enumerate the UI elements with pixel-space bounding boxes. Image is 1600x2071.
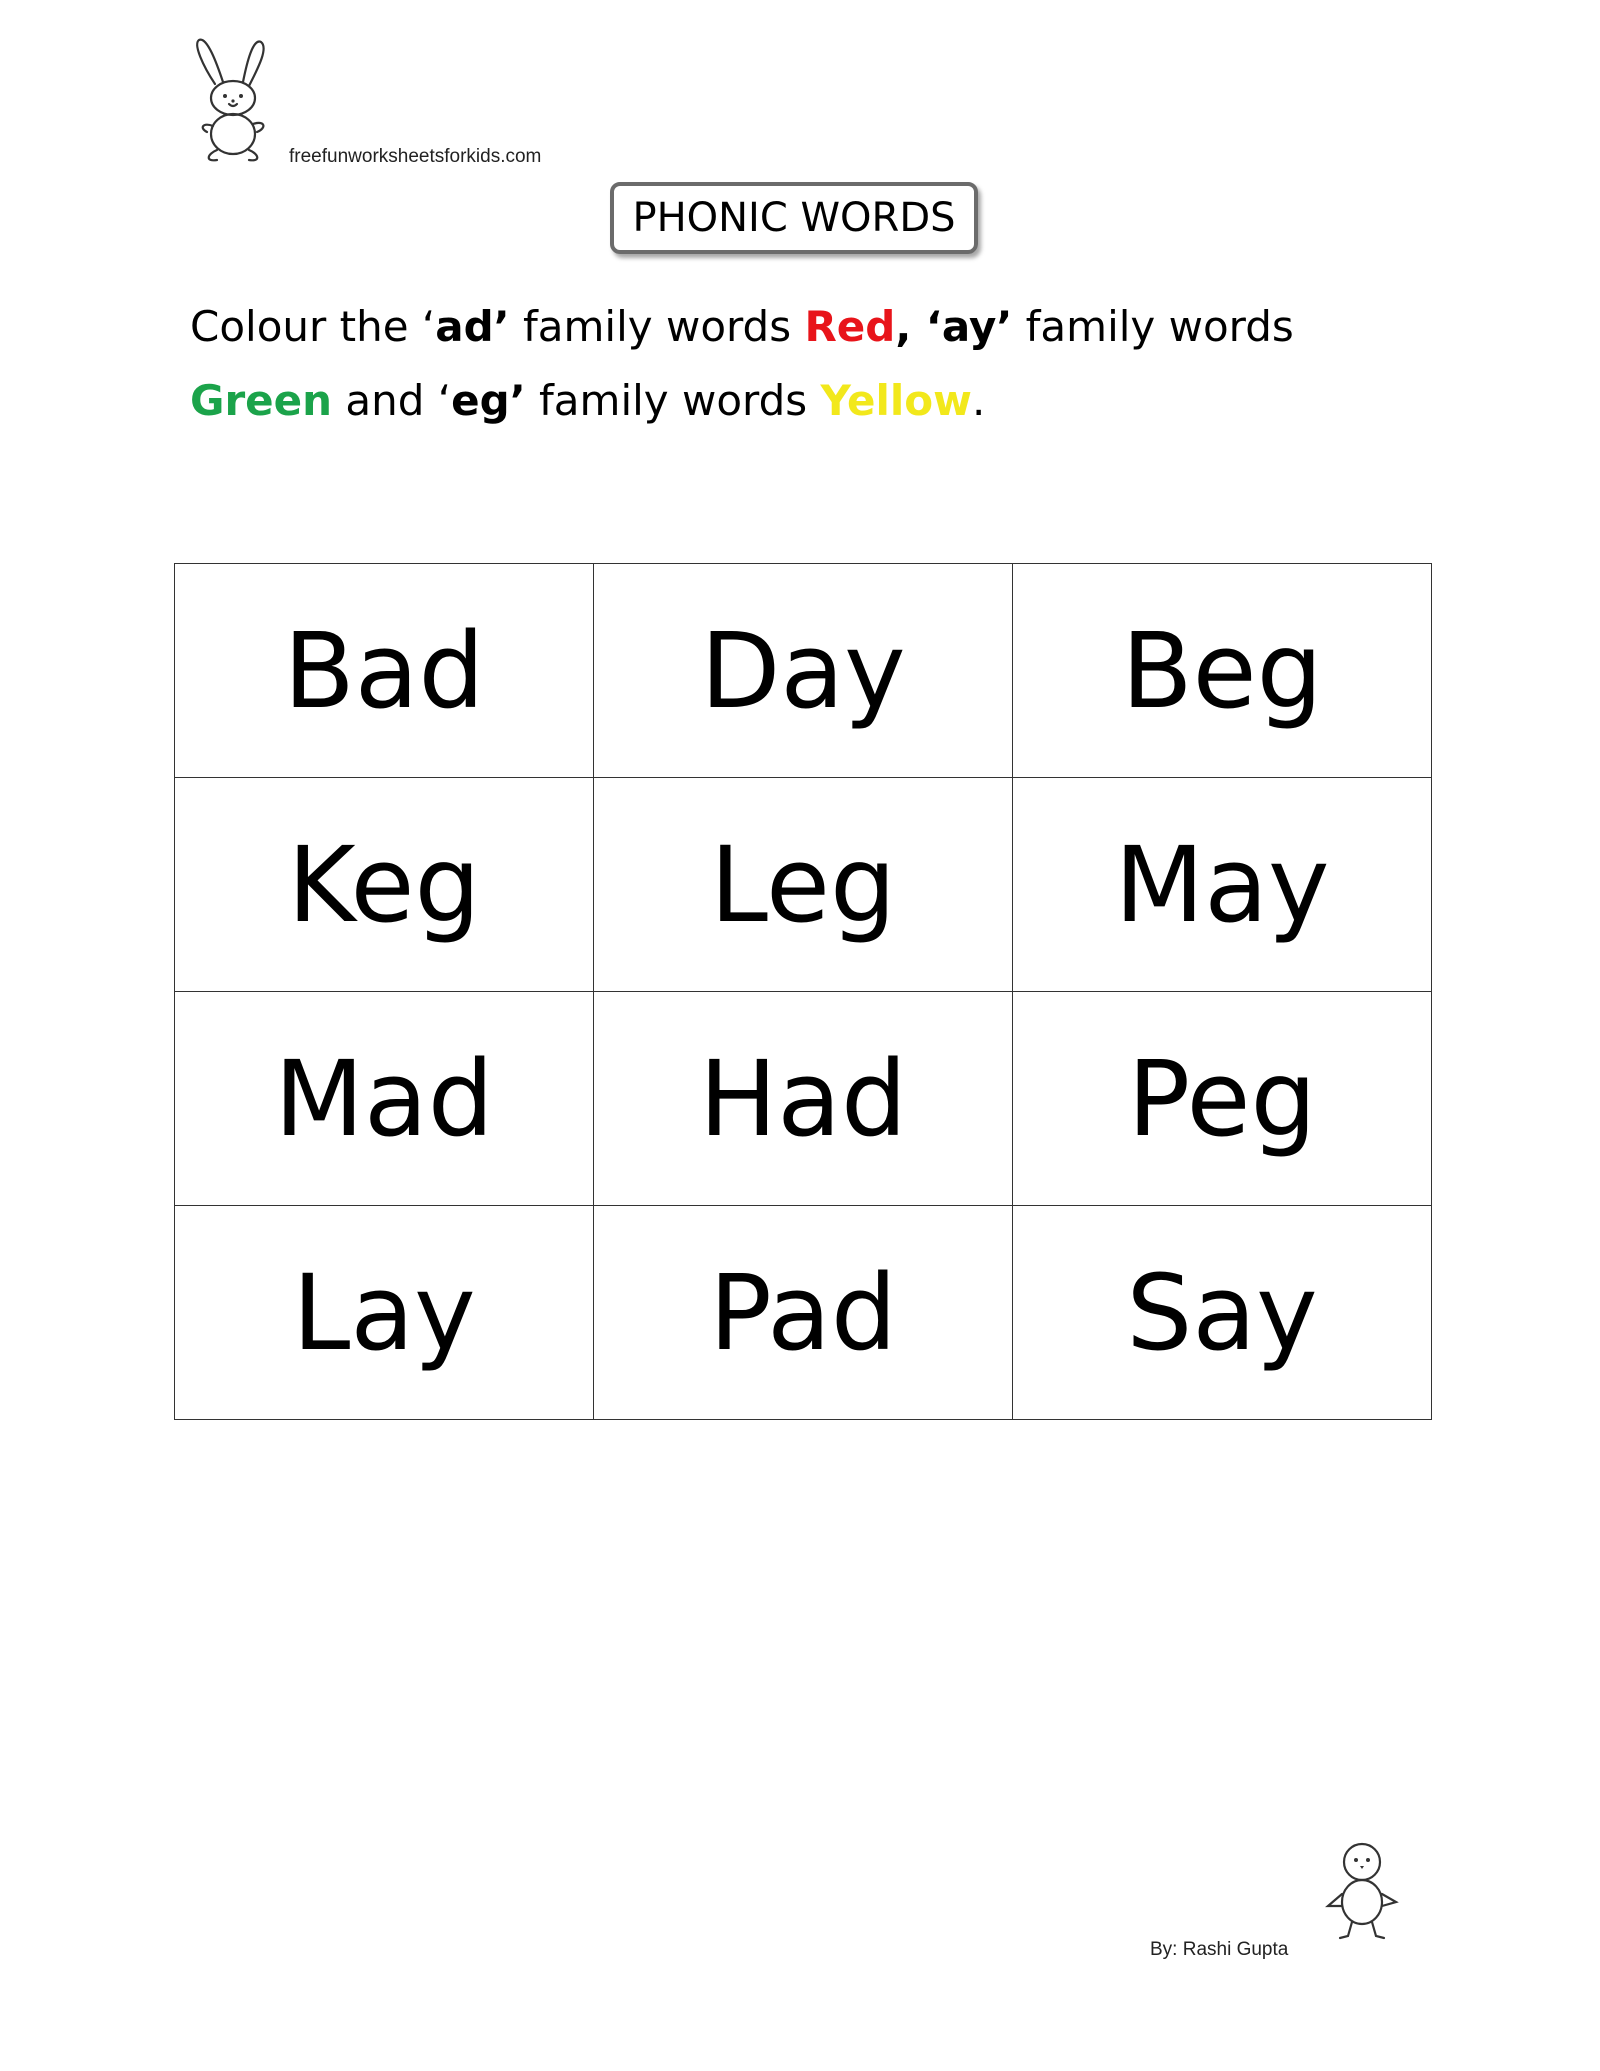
instr-text-7: . [971,376,986,425]
chick-icon [1318,1836,1408,1946]
instr-ay: ay’ [941,302,1013,351]
grid-row [175,1206,1432,1420]
instr-text-6: family words [525,376,821,425]
word-grid [174,563,1432,1420]
bunny-icon [185,36,281,168]
grid-row [175,778,1432,992]
instructions [190,290,1370,438]
word-cell[interactable]: Bad [175,564,594,778]
grid-row [175,992,1432,1206]
instr-eg: eg’ [451,376,526,425]
word-cell[interactable]: May [1013,778,1432,992]
word-cell[interactable]: Lay [175,1206,594,1420]
instr-red: Red [804,302,896,351]
word-cell[interactable]: Keg [175,778,594,992]
instr-text-4: family words [1012,302,1294,351]
instr-ad: ad’ [435,302,510,351]
word-cell[interactable]: Day [594,564,1013,778]
author-byline: By: Rashi Gupta [1150,1939,1289,1960]
instr-green: Green [190,376,333,425]
word-cell[interactable]: Mad [175,992,594,1206]
instr-text-3: , ‘ [895,302,942,351]
word-cell[interactable]: Pad [594,1206,1013,1420]
instr-text-5: and ‘ [332,376,452,425]
site-url: freefunworksheetsforkids.com [289,146,542,167]
grid-row [175,564,1432,778]
instr-text-2: family words [509,302,805,351]
word-cell[interactable]: Say [1013,1206,1432,1420]
word-cell[interactable]: Leg [594,778,1013,992]
instr-yellow: Yellow [820,376,972,425]
word-cell[interactable]: Had [594,992,1013,1206]
word-cell[interactable]: Beg [1013,564,1432,778]
word-cell[interactable]: Peg [1013,992,1432,1206]
title-box [610,182,978,254]
page-title: PHONIC WORDS [632,195,956,241]
instr-text-1: Colour the ‘ [190,302,436,351]
